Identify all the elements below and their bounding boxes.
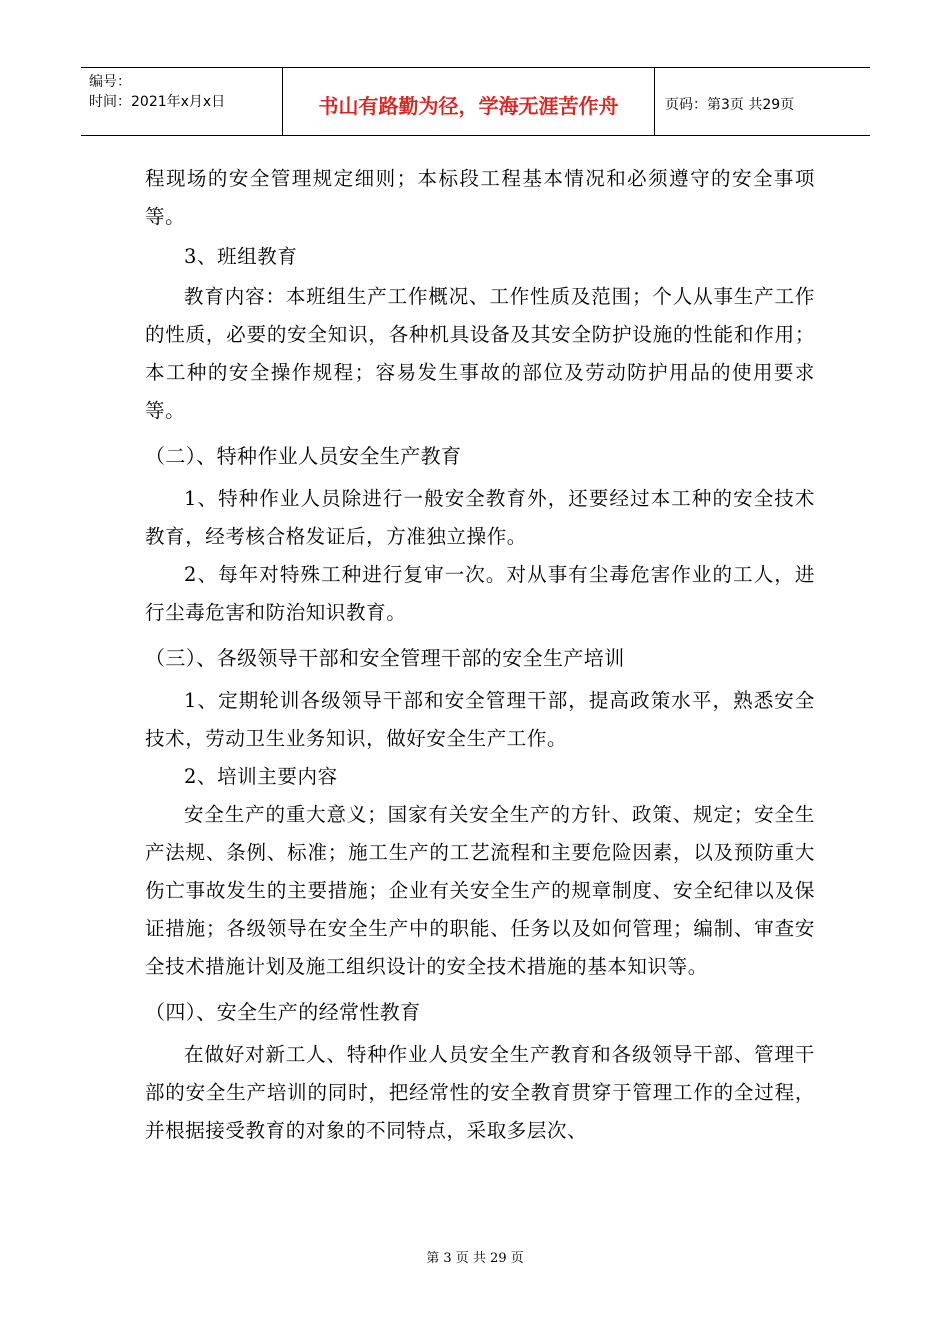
paragraph: 1、特种作业人员除进行一般安全教育外，还要经过本工种的安全技术教育，经考核合格发证后，方准独立操作。 xyxy=(145,487,815,548)
section-heading: （四）、安全生产的经常性教育 xyxy=(145,1000,421,1024)
document-body xyxy=(145,160,815,1150)
header-meta xyxy=(81,68,283,135)
paragraph: 程现场的安全管理规定细则；本标段工程基本情况和必须遵守的安全事项等。 xyxy=(145,167,815,228)
header-motto: 书山有路勤为径，学海无涯苦作舟 xyxy=(283,68,655,135)
paragraph: 1、定期轮训各级领导干部和安全管理干部，提高政策水平，熟悉安全技术，劳动卫生业务知识，做好安全生产工作。 xyxy=(145,689,815,750)
section-heading: （二）、特种作业人员安全生产教育 xyxy=(145,444,462,468)
paragraph: 2、每年对特殊工种进行复审一次。对从事有尘毒危害作业的工人，进行尘毒危害和防治知识教育。 xyxy=(145,563,815,624)
subsection-title: 2、培训主要内容 xyxy=(184,765,338,788)
section-heading: （三）、各级领导干部和安全管理干部的安全生产培训 xyxy=(145,646,625,670)
header-page-info: 页码：第3页 共29页 xyxy=(665,96,795,113)
paragraph: 安全生产的重大意义；国家有关安全生产的方针、政策、规定；安全生产法规、条例、标准；施工生产的工艺流程和主要危险因素，以及预防重大伤亡事故发生的主要措施；企业有关安全生产的规章制度、安全纪律以及保证措施；各级领导在安全生产中的职能、任务以及如何管理；编制、审查安全技术措施计划及施工组织设计的安全技术措施的基本知识等。 xyxy=(145,803,815,978)
page-header xyxy=(81,67,870,136)
paragraph: 在做好对新工人、特种作业人员安全生产教育和各级领导干部、管理干部的安全生产培训的同时，把经常性的安全教育贯穿于管理工作的全过程，并根据接受教育的对象的不同特点，采取多层次、 xyxy=(145,1043,815,1142)
document-time-label: 时间：2021年x月x日 xyxy=(89,94,226,110)
paragraph: 教育内容：本班组生产工作概况、工作性质及范围；个人从事生产工作的性质，必要的安全知识，各种机具设备及其安全防护设施的性能和作用；本工种的安全操作规程；容易发生事故的部位及劳动防护用品的使用要求等。 xyxy=(145,285,815,422)
page-footer: 第 3 页 共 29 页 xyxy=(426,1251,524,1266)
subsection-title: 3、班组教育 xyxy=(184,245,298,268)
document-number-label: 编号： xyxy=(89,74,131,90)
